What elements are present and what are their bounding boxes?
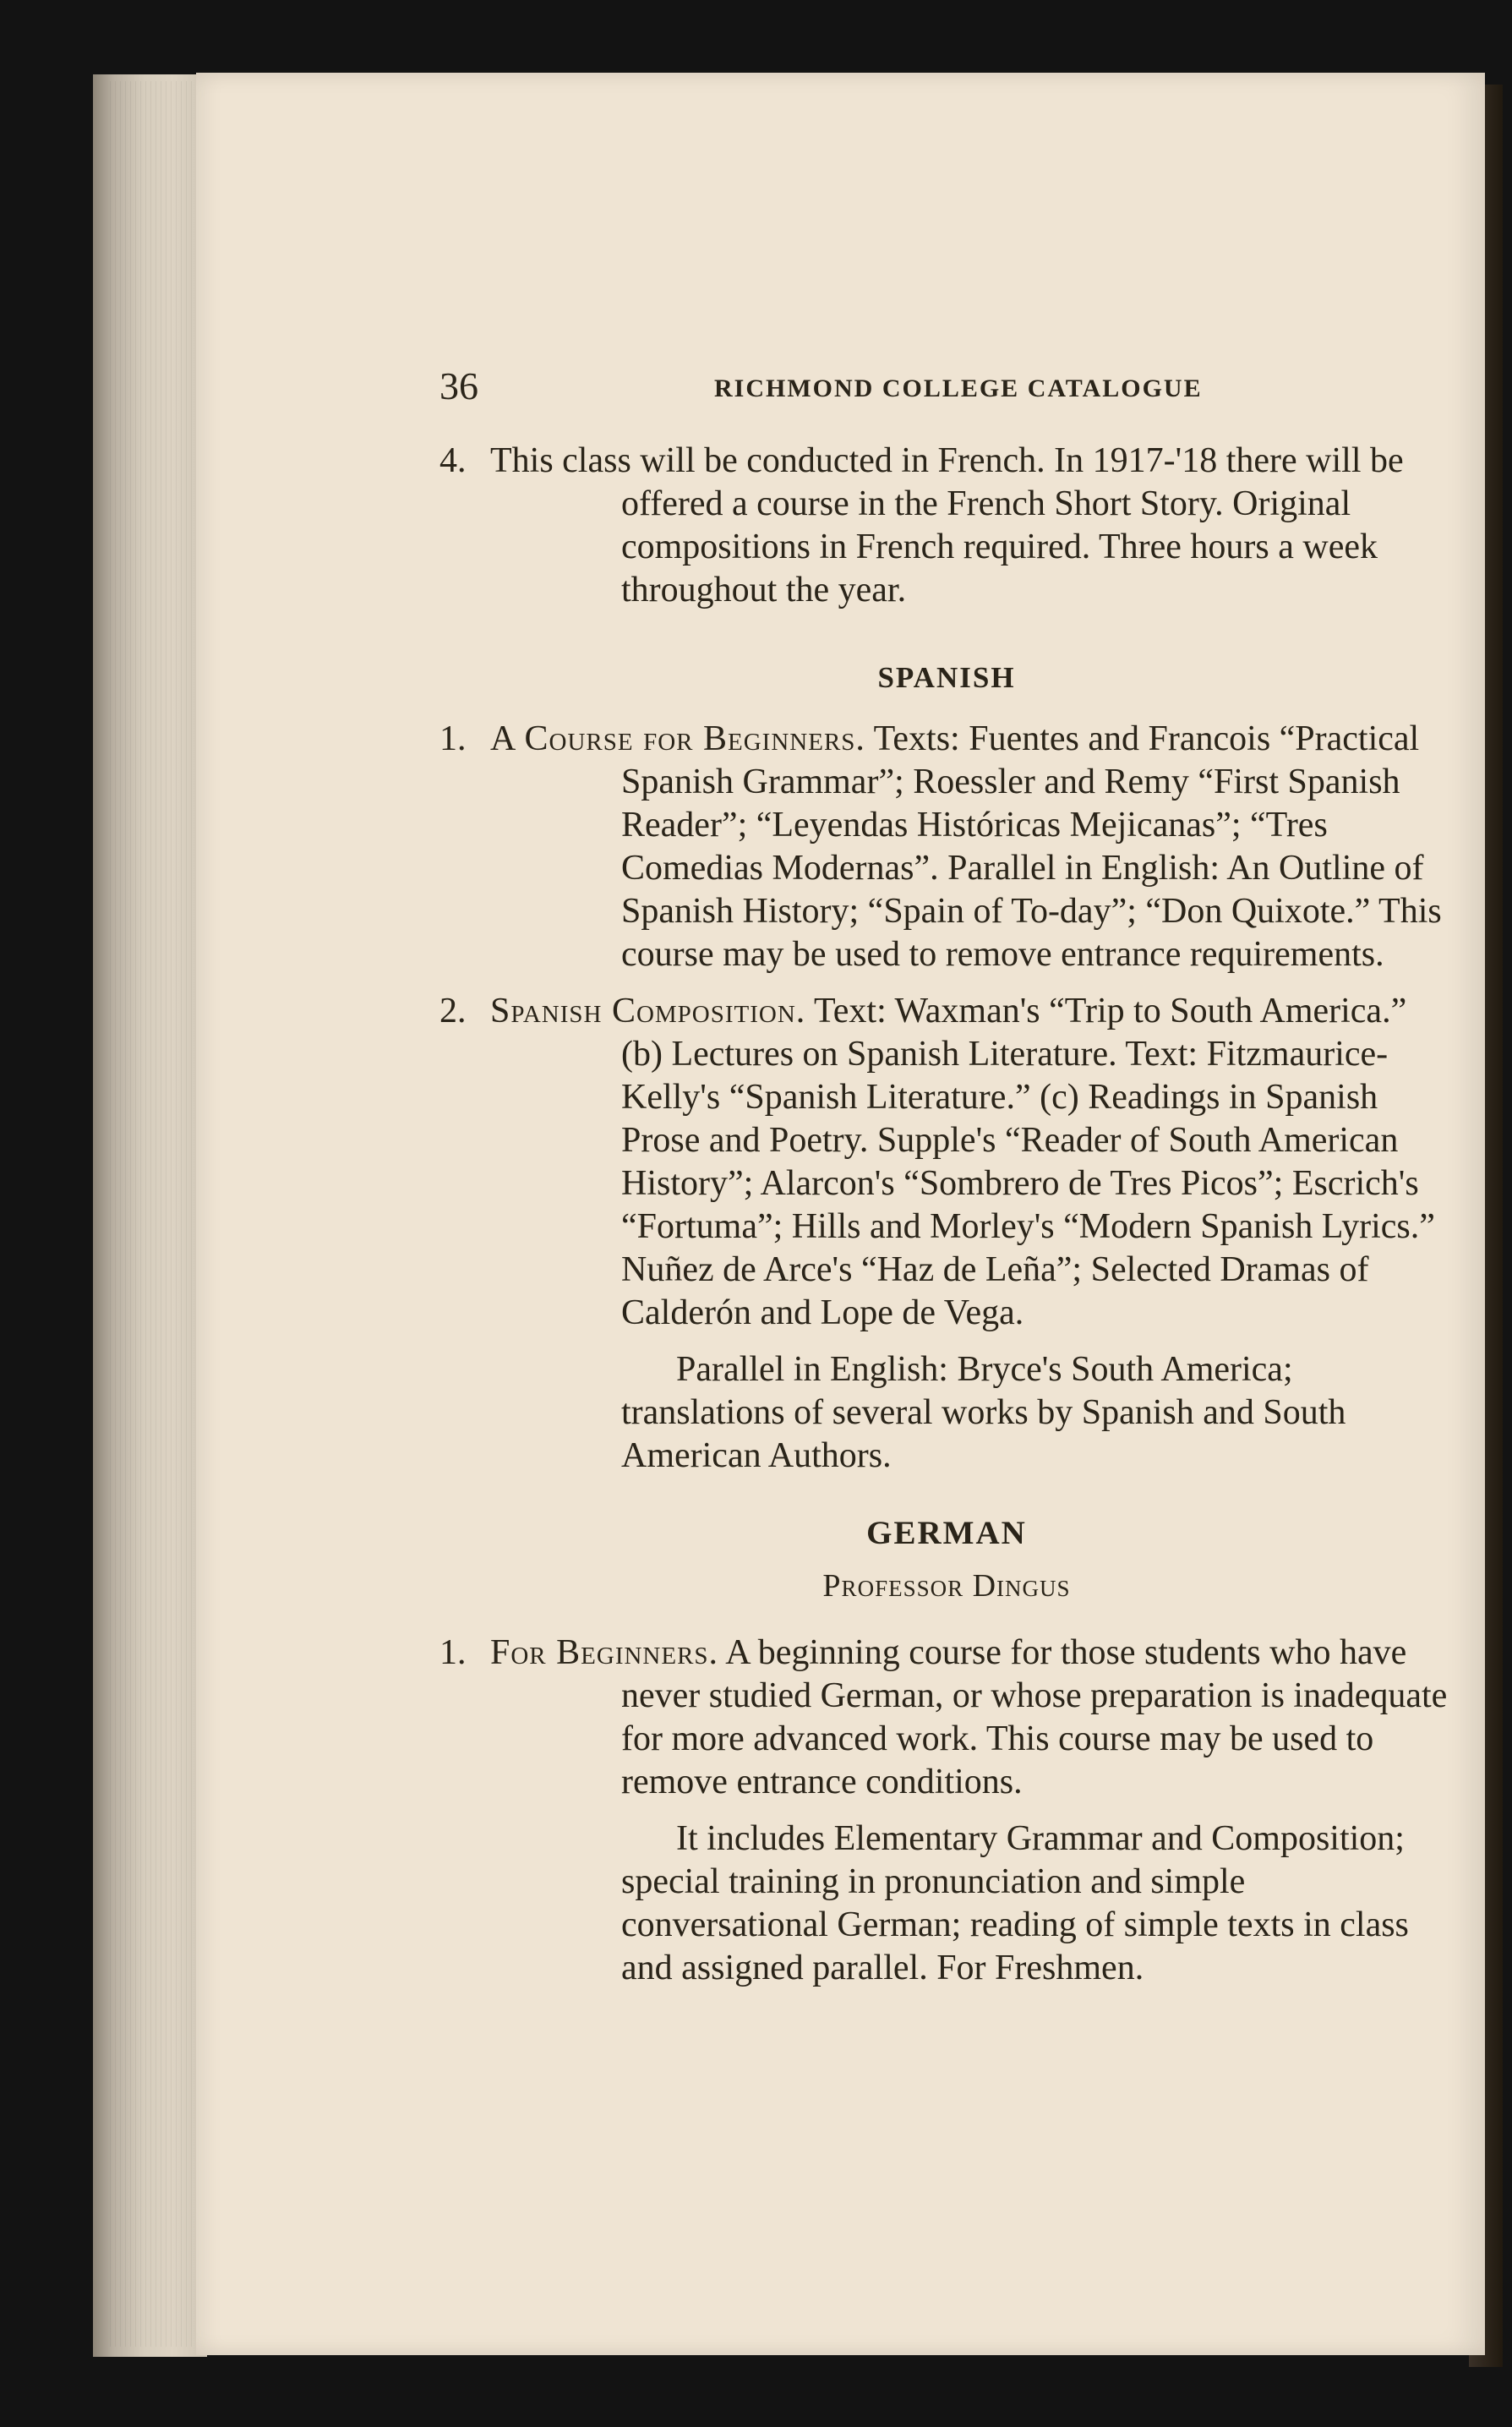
item-text: Text: Waxman's “Trip to South America.” (b) Lectures on Spanish Literature. Text: Fitzmaurice-Kelly's “Spanish Literature.” (c) Readings in Spanish Prose and Poetry. Supple's “Reader of South American History”; Alarcon's “Sombrero de Tres Picos”; Escrich's “Fortuma”; Hills and Morley's “Modern Spanish Lyrics.” Nuñez de Arce's “Haz de Leña”; Selected Dramas of Calderón and Lope de Vega.	[621, 992, 1435, 1332]
catalogue-title: RICHMOND COLLEGE CATALOGUE	[714, 374, 1203, 402]
item-title: A Course for Beginners.	[490, 719, 865, 758]
german-item-1-description: It includes Elementary Grammar and Composition; special training in pronunciation and simple conversational German; reading of simple texts in class and assigned parallel. For Freshmen.	[621, 1819, 1409, 1987]
item-number: 1.	[439, 719, 467, 758]
item-number: 2.	[439, 992, 467, 1030]
page-content	[439, 440, 1454, 1990]
item-title: Spanish Composition.	[490, 992, 806, 1030]
page-number: 36	[439, 364, 478, 407]
item-number: 1.	[439, 1633, 467, 1672]
german-heading: GERMAN	[866, 1515, 1027, 1551]
german-professor: Professor Dingus	[822, 1568, 1071, 1604]
item-title: For Beginners.	[490, 1633, 719, 1672]
item-text: A beginning course for those students who have never studied German, or whose preparation is inadequate for more advanced work. This course may be used to remove entrance conditions.	[621, 1633, 1448, 1801]
running-head	[439, 364, 1487, 414]
spanish-heading: SPANISH	[877, 661, 1016, 694]
spanish-item-1	[439, 718, 1454, 976]
french-item-4	[439, 440, 1454, 612]
page-edge-lines	[110, 81, 203, 2347]
german-item-1	[439, 1632, 1454, 1804]
item-text: Texts: Fuentes and Francois “Practical Spanish Grammar”; Roessler and Remy “First Spanish Reader”; “Leyendas Históricas Mejicanas”; “Tres Comedias Modernas”. Parallel in English: An Outline of Spanish History; “Spain of To-day”; “Don Quixote.” This course may be used to remove entrance requirements.	[621, 719, 1442, 974]
item-text: This class will be conducted in French. In 1917-'18 there will be offered a course in the French Short Story. Original compositions in French required. Three hours a week throughout the year.	[490, 441, 1404, 609]
spanish-item-2-parallel: Parallel in English: Bryce's South America; translations of several works by Spanish and South American Authors.	[621, 1350, 1346, 1475]
item-number: 4.	[439, 441, 467, 480]
spanish-item-2	[439, 990, 1454, 1335]
